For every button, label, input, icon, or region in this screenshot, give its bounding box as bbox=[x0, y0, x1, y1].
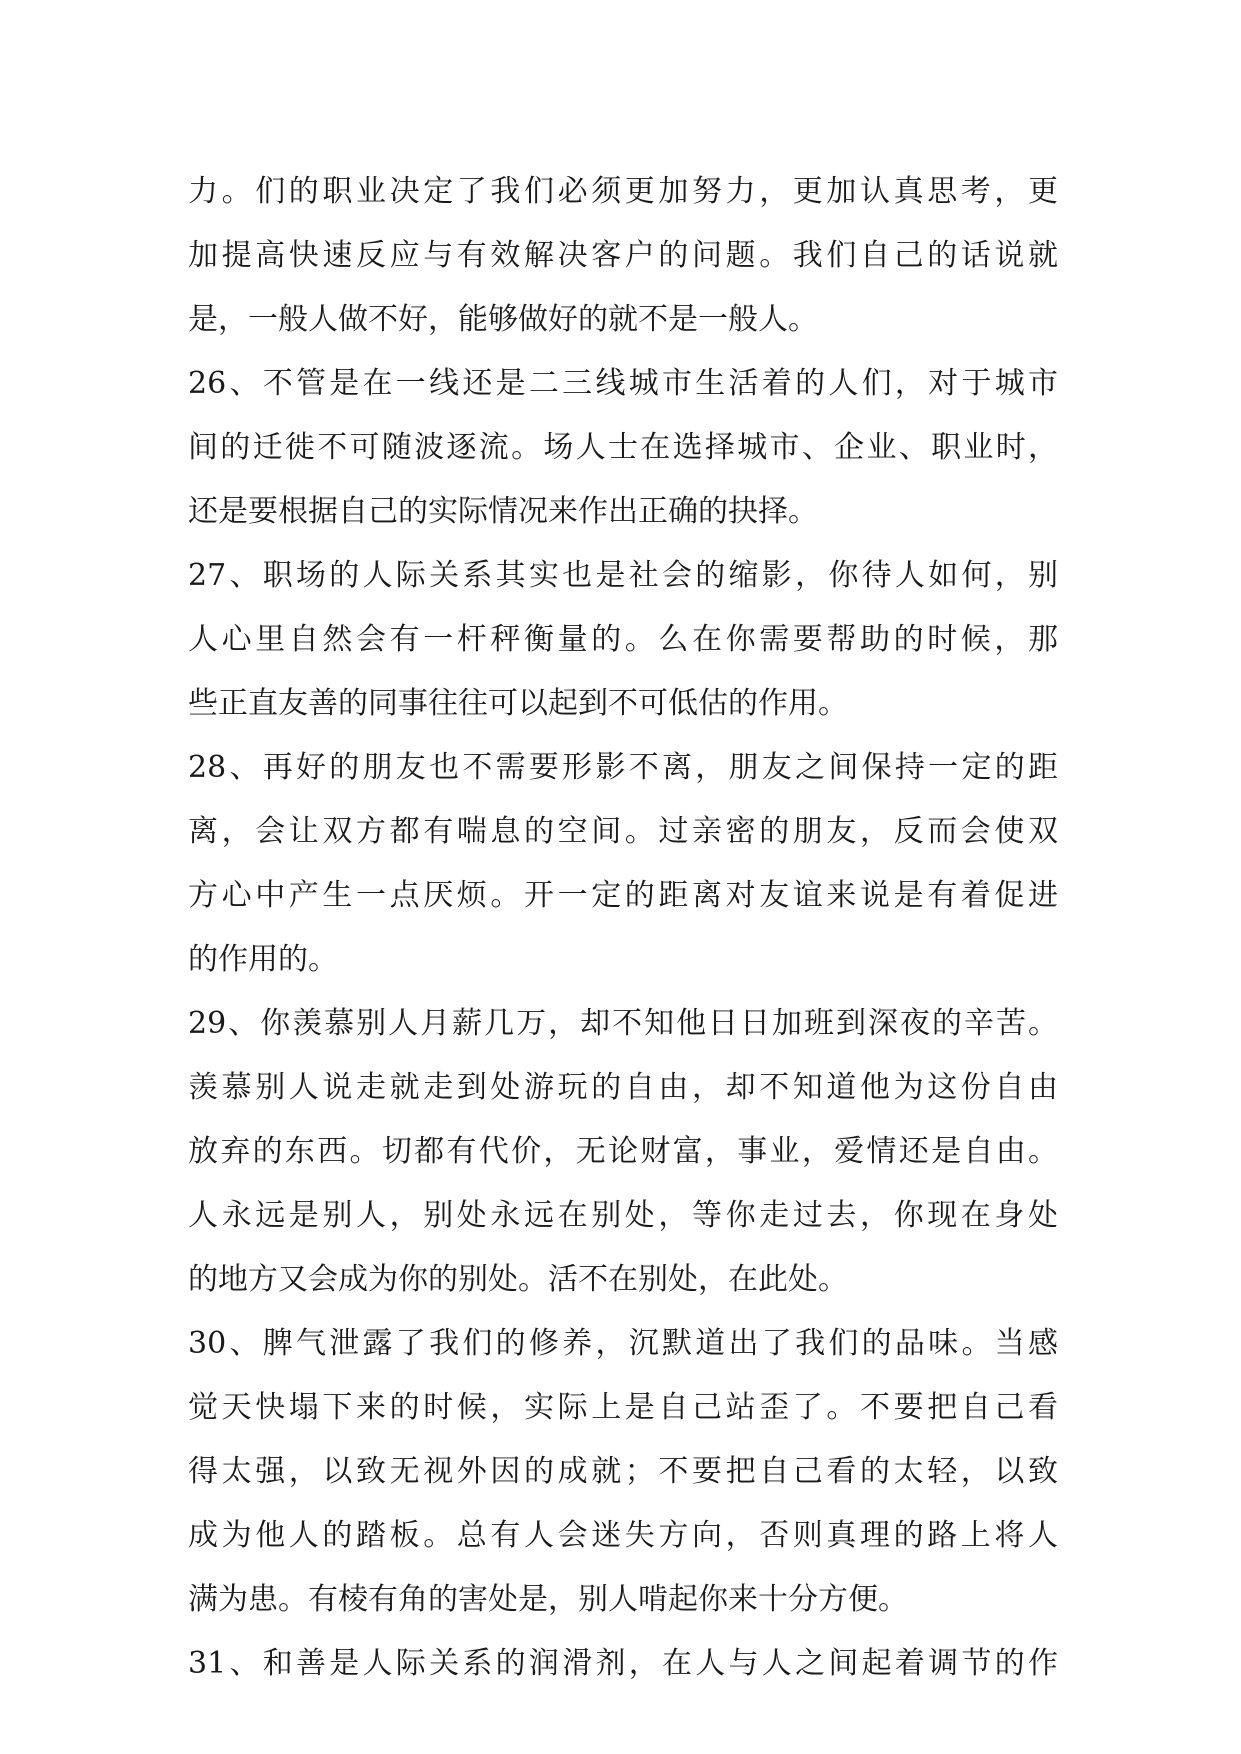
text-line: 加提高快速反应与有效解决客户的问题。我们自己的话说就 bbox=[188, 238, 1058, 273]
text-line: 的地方又会成为你的别处。活不在别处，在此处。 bbox=[188, 1262, 848, 1297]
text-line: 觉天快塌下来的时候，实际上是自己站歪了。不要把自己看 bbox=[188, 1390, 1058, 1425]
text-line: 成为他人的踏板。总有人会迷失方向，否则真理的路上将人 bbox=[188, 1518, 1058, 1553]
text-line: 是，一般人做不好，能够做好的就不是一般人。 bbox=[188, 302, 818, 337]
document-body bbox=[188, 160, 1058, 1696]
text-line: 放弃的东西。切都有代价，无论财富，事业，爱情还是自由。 bbox=[188, 1134, 1058, 1169]
text-line: 得太强，以致无视外因的成就；不要把自己看的太轻，以致 bbox=[188, 1454, 1058, 1489]
text-line: 人永远是别人，别处永远在别处，等你走过去，你现在身处 bbox=[188, 1198, 1058, 1233]
text-line: 31、和善是人际关系的润滑剂，在人与人之间起着调节的作 bbox=[188, 1646, 1058, 1681]
text-line: 的作用的。 bbox=[188, 942, 338, 977]
text-line: 27、职场的人际关系其实也是社会的缩影，你待人如何，别 bbox=[188, 558, 1058, 593]
text-line: 满为患。有棱有角的害处是，别人啃起你来十分方便。 bbox=[188, 1582, 908, 1617]
text-line: 人心里自然会有一杆秤衡量的。么在你需要帮助的时候，那 bbox=[188, 622, 1058, 657]
text-line: 30、脾气泄露了我们的修养，沉默道出了我们的品味。当感 bbox=[188, 1326, 1058, 1361]
text-line: 间的迁徙不可随波逐流。场人士在选择城市、企业、职业时， bbox=[188, 430, 1058, 465]
text-line: 力。们的职业决定了我们必须更加努力，更加认真思考，更 bbox=[188, 174, 1058, 209]
text-line: 29、你羡慕别人月薪几万，却不知他日日加班到深夜的辛苦。 bbox=[188, 1006, 1058, 1041]
text-line: 26、不管是在一线还是二三线城市生活着的人们，对于城市 bbox=[188, 366, 1058, 401]
text-line: 离，会让双方都有喘息的空间。过亲密的朋友，反而会使双 bbox=[188, 814, 1058, 849]
text-line: 些正直友善的同事往往可以起到不可低估的作用。 bbox=[188, 686, 848, 721]
text-line: 方心中产生一点厌烦。开一定的距离对友谊来说是有着促进 bbox=[188, 878, 1058, 913]
text-line: 羡慕别人说走就走到处游玩的自由，却不知道他为这份自由 bbox=[188, 1070, 1058, 1105]
text-line: 还是要根据自己的实际情况来作出正确的抉择。 bbox=[188, 494, 818, 529]
text-line: 28、再好的朋友也不需要形影不离，朋友之间保持一定的距 bbox=[188, 750, 1058, 785]
